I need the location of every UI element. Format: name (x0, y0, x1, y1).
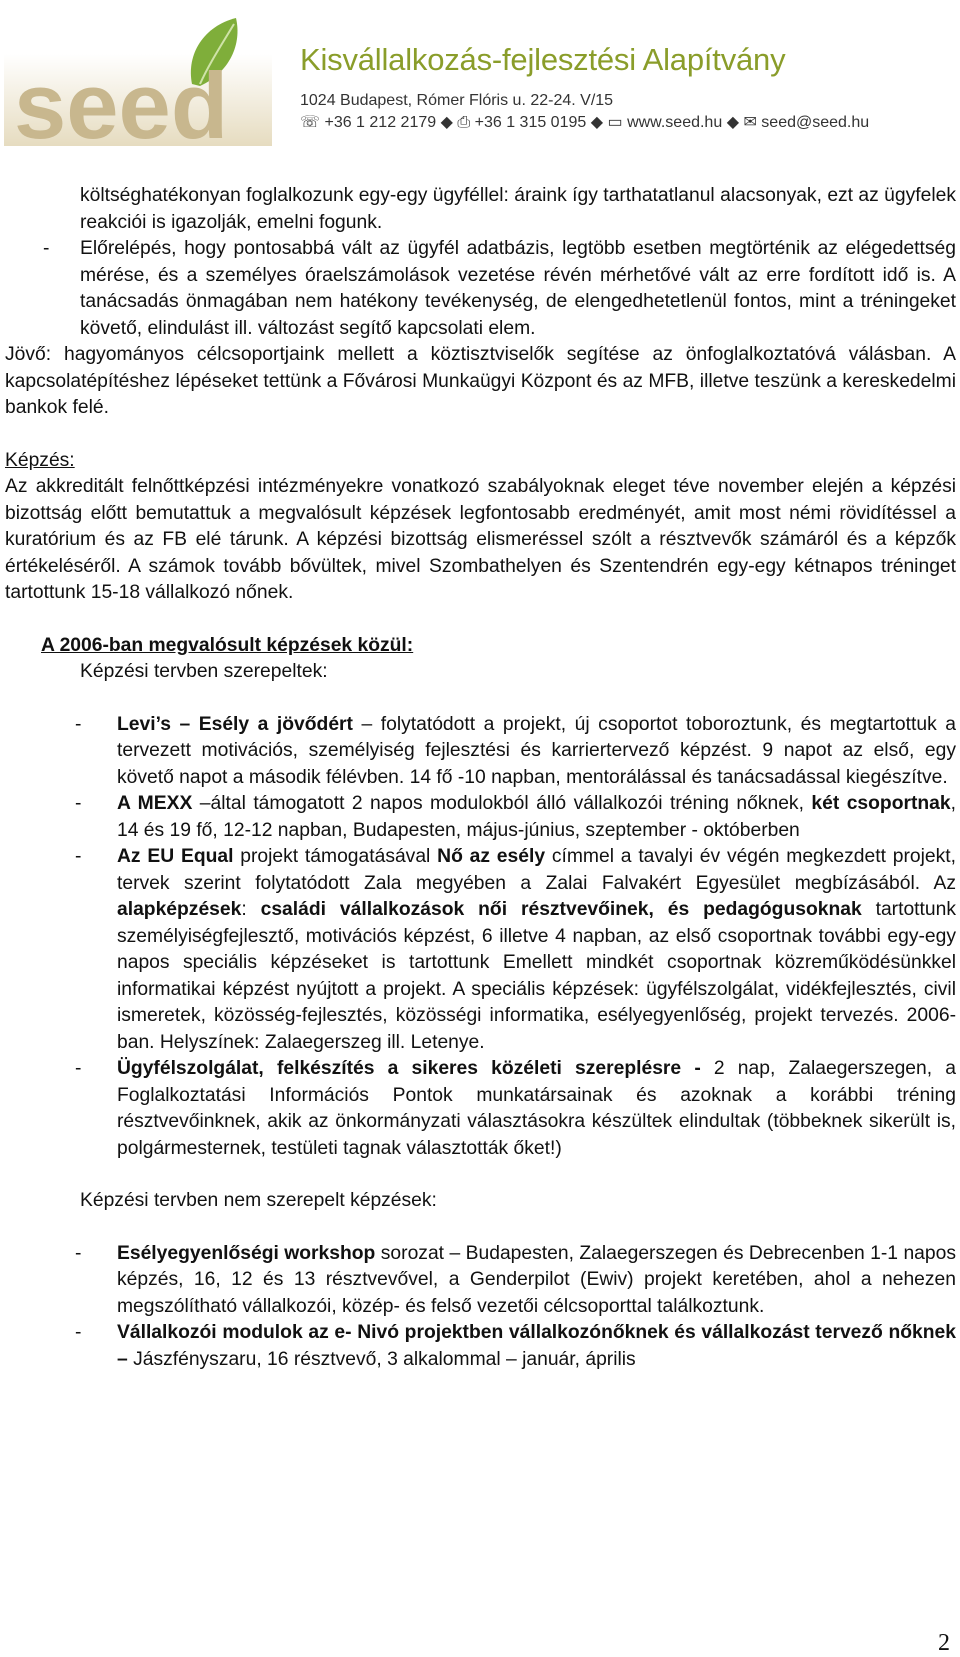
intro-bullet: - Előrelépés, hogy pontosabbá vált az ügyfél adatbázis, legtöbb esetben megtörténik az elégedettség mérése, és a személyes óraelszámolások vezetése révén mérhetővé vált az erre fordított idő is. A tanácsadás önmagában nem hatékony tevékenység, de elengedhetetlenül fontos, mint a tréningeket követő, elindulást ill. változást segítő kapcsolati elem. (43, 238, 956, 339)
phone-icon: ☏ (300, 114, 321, 131)
list-item: - A MEXX –által támogatott 2 napos modulokból álló vállalkozói tréning nőknek, két csoportnak, 14 és 19 fő, 12-12 napban, Budapesten, május-június, szeptember - októberben (75, 793, 956, 841)
address: 1024 Budapest, Rómer Flóris u. 22-24. V/15 (300, 92, 614, 109)
section-heading-2006: A 2006-ban megvalósult képzések közül: (41, 634, 414, 656)
list-item: - Esélyegyenlőségi workshop sorozat – Budapesten, Zalaegerszegen és Debrecenben 1-1 napos képzés, 16, 12 és 13 résztvevővel, a Genderpilot (Ewiv) projekt keretében, ahol a nehezen megszólítható vállalkozói, közép- és felső vezetői célcsoporttal találkoztunk. (75, 1242, 956, 1317)
kepzes-paragraph: Az akkreditált felnőttképzési intézményekre vonatkozó szabályoknak eleget téve november elején a képzési bizottság előtt bemutattuk a megvalósult képzések legfontosabb eredményét, amit most némi rövidítéssel a kuratórium és az FB elé tárunk. A képzési bizottság elismeréssel szólt a résztvevők számáról és a képzők értékeléséről. A számok tovább bővültek, mivel Szombathelyen és Szentendrén egy-egy kétnapos tréninget tartottunk 15-18 vállalkozó nőnek. (5, 476, 956, 603)
fax-icon: ⎙ (457, 114, 471, 131)
planned-label: Képzési tervben szerepeltek: (80, 661, 328, 682)
separator-diamond: ◆ (590, 114, 608, 131)
separator-diamond: ◆ (440, 114, 458, 131)
separator-diamond: ◆ (726, 114, 744, 131)
contact-line (300, 112, 869, 132)
future-paragraph: Jövő: hagyományos célcsoportjaink mellett a köztisztviselők segítése az önfoglalkoztatóvá válásban. A kapcsolatépítéshez lépéseket tettünk a Fővárosi Munkaügyi Központ és az MFB, illetve teszünk a kereskedelmi bankok felé. (5, 344, 956, 418)
website-link[interactable]: www.seed.hu (627, 114, 723, 131)
letterhead (0, 0, 960, 150)
seed-logo (4, 14, 272, 146)
fax: +36 1 315 0195 (474, 114, 587, 131)
document-body (5, 183, 956, 1373)
organization-name: Kisvállalkozás-fejlesztési Alapítvány (300, 42, 786, 77)
svg-text:seed: seed (14, 53, 229, 146)
intro-paragraph: költséghatékonyan foglalkozunk egy-egy ügyféllel: áraink így tarthatatlanul alacsonyak, ezt az ügyfelek reakciói is igazolják, emelni fogunk. (80, 185, 956, 233)
unplanned-label: Képzési tervben nem szerepelt képzések: (80, 1190, 437, 1211)
email-link[interactable]: seed@seed.hu (761, 114, 870, 131)
list-item: - Vállalkozói modulok az e- Nivó projektben vállalkozónőknek és vállalkozást tervező nőknek – Jászfényszaru, 16 résztvevő, 3 alkalommal – január, április (75, 1322, 956, 1370)
list-item: - Az EU Equal projekt támogatásával Nő az esély címmel a tavalyi év végén megkezdett projekt, tervek szerint folytatódott Zala megyében a Zalai Falvakért Egyesület megbízásából. Az alapképzések: családi vállalkozások női résztvevőinek, és pedagógusoknak tartottunk személyiségfejlesztő, motivációs képzést, 6 illetve 4 napban, az első csoportnak további egy-egy napos speciális képzéseket is tartottunk Emellett mindkét csoportnak közreműködésünkkel informatikai képzést nyújtott a projekt. A speciális képzések: ügyfélszolgálat, vidékfejlesztés, civil ismeretek, közösség-fejlesztés, közösségi informatika, esélyegyenlőség, projekt tervezés. 2006-ban. Helyszínek: Zalaegerszeg ill. Letenye. (75, 846, 956, 1053)
computer-icon: ▭ (607, 114, 623, 131)
list-item: - Levi’s – Esély a jövődért – folytatódott a projekt, új csoportot toboroztunk, és megtartottuk a tervezett motivációs, személyiség fejlesztési és karriertervező képzést. 9 napot az első, egy követő napot a második félévben. 14 fő -10 napban, mentorálással és tanácsadással kiegészítve. (75, 713, 956, 788)
kepzes-heading: Képzés: (5, 449, 75, 471)
list-item: - Ügyfélszolgálat, felkészítés a sikeres közéleti szereplésre - 2 nap, Zalaegerszegen, a Foglalkoztatási Információs Pontok munkatársainak és azoknak a korábbi tréning résztvevőinknek, akik az önkormányzati választásokra készültek elindultak (többeknek sikerült is, polgármesternek, testületi tagnak választották őket!) (75, 1058, 956, 1159)
page-number: 2 (938, 1630, 950, 1656)
mail-icon: ✉ (743, 114, 757, 131)
phone: +36 1 212 2179 (324, 114, 437, 131)
